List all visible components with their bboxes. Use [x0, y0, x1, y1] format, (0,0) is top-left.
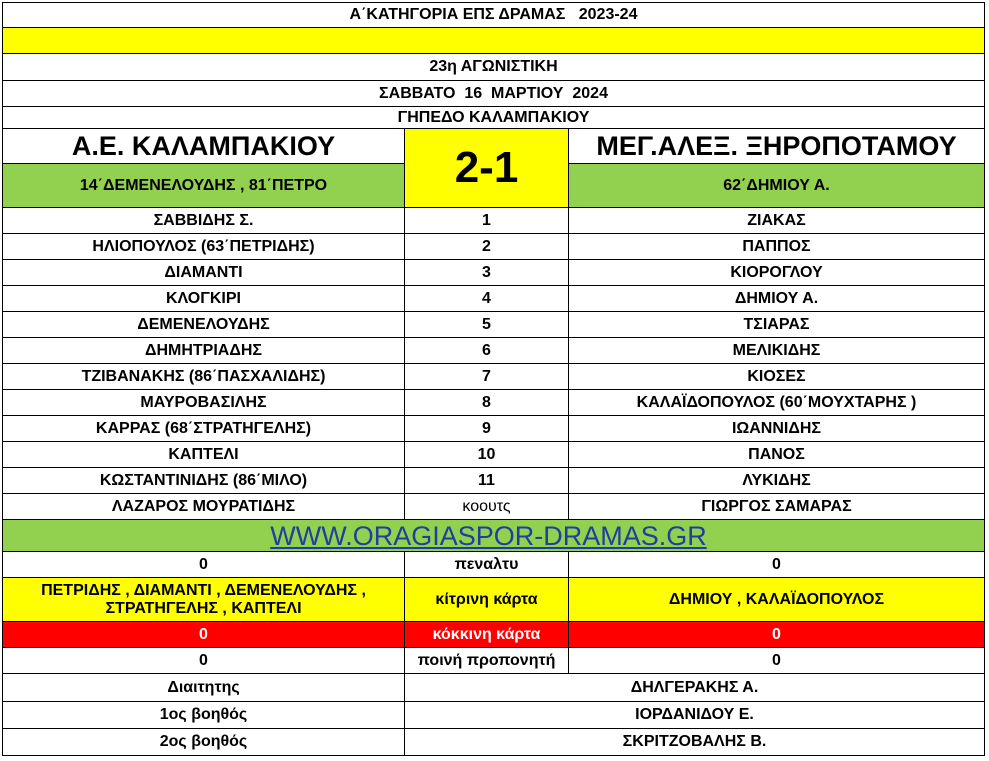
away-red-cards: 0 [772, 625, 781, 643]
official-row [2, 729, 985, 756]
shirt-number: 4 [405, 286, 569, 311]
lineup-row [2, 286, 985, 312]
home-player: ΗΛΙΟΠΟΥΛΟΣ (63΄ΠΕΤΡΙΔΗΣ) [3, 234, 405, 259]
shirt-number: 10 [405, 442, 569, 467]
lineup-row [2, 234, 985, 260]
title-row [2, 2, 985, 28]
league-title: Α΄ΚΑΤΗΓΟΡΙΑ ΕΠΣ ΔΡΑΜΑΣ 2023-24 [349, 6, 638, 23]
round-row [2, 54, 985, 81]
teams-block [2, 129, 985, 208]
official-row [2, 702, 985, 729]
shirt-number: 5 [405, 312, 569, 337]
home-yellow-cards: ΠΕΤΡΙΔΗΣ , ΔΙΑΜΑΝΤΙ , ΔΕΜΕΝΕΛΟΥΔΗΣ , ΣΤΡΑΤΗΓΕΛΗΣ , ΚΑΠΤΕΛΙ [3, 578, 405, 621]
away-yellow-cards: ΔΗΜΙΟΥ , ΚΑΛΑΪΔΟΠΟΥΛΟΣ [668, 590, 885, 608]
official-name: ΔΗΛΓΕΡΑΚΗΣ Α. [630, 678, 759, 696]
home-player: ΔΙΑΜΑΝΤΙ [3, 260, 405, 285]
away-player: ΖΙΑΚΑΣ [747, 211, 806, 229]
coach-label: κοουτς [405, 494, 569, 519]
away-penalty-count: 0 [772, 555, 781, 573]
lineup-row [2, 364, 985, 390]
red-card-label: κόκκινη κάρτα [405, 622, 569, 647]
home-player: ΣΑΒΒΙΔΗΣ Σ. [3, 208, 405, 233]
away-player: ΚΙΟΣΕΣ [747, 367, 806, 385]
home-team-block [3, 129, 405, 207]
yellow-card-row [2, 578, 985, 622]
shirt-number: 2 [405, 234, 569, 259]
official-role: Διαιτητης [3, 674, 405, 701]
lineup-row [2, 442, 985, 468]
away-player: ΠΑΝΟΣ [748, 445, 805, 463]
home-player: ΚΑΠΤΕΛΙ [3, 442, 405, 467]
away-player: ΠΑΠΠΟΣ [742, 237, 811, 255]
official-name: ΣΚΡΙΤΖΟΒΑΛΗΣ Β. [622, 733, 767, 750]
shirt-number: 9 [405, 416, 569, 441]
shirt-number: 7 [405, 364, 569, 389]
stadium-row [2, 107, 985, 129]
home-player: ΚΩΣΤΑΝΤΙΝΙΔΗΣ (86΄ΜΙΛΟ) [3, 468, 405, 493]
lineup-row [2, 260, 985, 286]
shirt-number: 8 [405, 390, 569, 415]
website-row [2, 520, 985, 552]
penalty-label: πεναλτυ [405, 552, 569, 577]
home-coach-fine: 0 [3, 648, 405, 673]
home-player: ΤΖΙΒΑΝΑΚΗΣ (86΄ΠΑΣΧΑΛΙΔΗΣ) [3, 364, 405, 389]
lineup-row [2, 338, 985, 364]
shirt-number: 6 [405, 338, 569, 363]
shirt-number: 1 [405, 208, 569, 233]
official-row [2, 674, 985, 702]
yellow-card-label: κίτρινη κάρτα [405, 578, 569, 621]
shirt-number: 11 [405, 468, 569, 493]
lineup-row [2, 312, 985, 338]
away-team-block [569, 129, 984, 207]
penalty-row [2, 552, 985, 578]
lineup-row [2, 468, 985, 494]
lineup-row [2, 208, 985, 234]
yellow-spacer-row [2, 28, 985, 54]
lineup-row [2, 416, 985, 442]
lineup-row [2, 390, 985, 416]
away-scorers: 62΄ΔΗΜΙΟΥ Α. [569, 163, 984, 207]
away-player: ΙΩΑΝΝΙΔΗΣ [731, 419, 822, 437]
home-red-cards: 0 [3, 622, 405, 647]
official-role: 2ος βοηθός [3, 729, 405, 755]
away-player: ΛΥΚΙΔΗΣ [742, 471, 811, 489]
round-label: 23η ΑΓΩΝΙΣΤΙΚΗ [429, 58, 558, 75]
shirt-number: 3 [405, 260, 569, 285]
home-team-name: Α.Ε. ΚΑΛΑΜΠΑΚΙΟΥ [71, 131, 336, 161]
away-player: ΚΑΛΑΪΔΟΠΟΥΛΟΣ (60΄ΜΟΥΧΤΑΡΗΣ ) [636, 393, 917, 411]
date-row [2, 81, 985, 107]
away-coach: ΓΙΩΡΓΟΣ ΣΑΜΑΡΑΣ [701, 497, 852, 515]
coach-row [2, 494, 985, 520]
match-date: ΣΑΒΒΑΤΟ 16 ΜΑΡΤΙΟΥ 2024 [379, 84, 608, 102]
away-team-name: ΜΕΓ.ΑΛΕΞ. ΞΗΡΟΠΟΤΑΜΟΥ [596, 131, 957, 161]
red-card-row [2, 622, 985, 648]
away-player: ΜΕΛΙΚΙΔΗΣ [732, 341, 821, 359]
home-scorers: 14΄ΔΕΜΕΝΕΛΟΥΔΗΣ , 81΄ΠΕΤΡΟ [3, 163, 404, 207]
home-player: ΚΑΡΡΑΣ (68΄ΣΤΡΑΤΗΓΕΛΗΣ) [3, 416, 405, 441]
away-player: ΚΙΟΡΟΓΛΟΥ [730, 263, 823, 281]
official-name: ΙΟΡΔΑΝΙΔΟΥ Ε. [635, 706, 754, 723]
away-coach-fine: 0 [772, 651, 781, 669]
home-player: ΔΗΜΗΤΡΙΑΔΗΣ [3, 338, 405, 363]
official-role: 1ος βοηθός [3, 702, 405, 728]
website-link[interactable]: WWW.ORAGIASPOR-DRAMAS.GR [270, 520, 707, 551]
home-coach: ΛΑΖΑΡΟΣ ΜΟΥΡΑΤΙΔΗΣ [3, 494, 405, 519]
coach-fine-label: ποινή προπονητή [405, 648, 569, 673]
home-player: ΜΑΥΡΟΒΑΣΙΛΗΣ [3, 390, 405, 415]
home-player: ΔΕΜΕΝΕΛΟΥΔΗΣ [3, 312, 405, 337]
final-score: 2-1 [405, 129, 569, 207]
coach-fine-row [2, 648, 985, 674]
away-player: ΤΣΙΑΡΑΣ [743, 315, 810, 333]
home-player: ΚΛΟΓΚΙΡΙ [3, 286, 405, 311]
stadium-name: ΓΗΠΕΔΟ ΚΑΛΑΜΠΑΚΙΟΥ [397, 108, 590, 126]
home-penalty-count: 0 [3, 552, 405, 577]
away-player: ΔΗΜΙΟΥ Α. [734, 289, 819, 307]
